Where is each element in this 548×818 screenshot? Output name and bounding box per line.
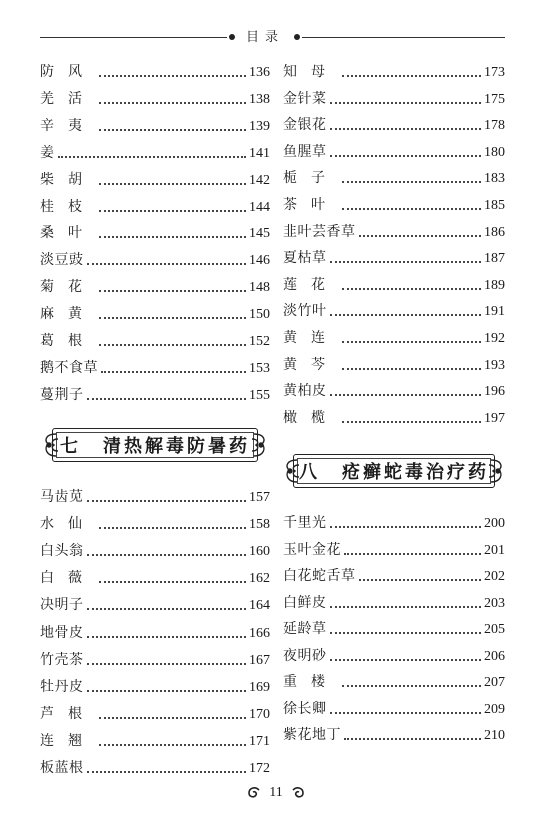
- dot-leader: [87, 636, 247, 638]
- dot-leader: [342, 685, 481, 687]
- entry-title: 柴胡: [40, 171, 96, 188]
- section-title: 清热解毒防暑药: [103, 436, 250, 457]
- entry-title: 桂枝: [40, 198, 96, 215]
- entry-title: 韭叶芸香草: [283, 223, 356, 240]
- toc-entry[interactable]: [40, 757, 270, 777]
- dot-leader: [342, 288, 481, 290]
- dot-leader: [87, 690, 247, 692]
- toc-entry[interactable]: [40, 676, 270, 696]
- entry-page-number: 158: [249, 517, 270, 533]
- entry-page-number: 209: [484, 701, 505, 717]
- entry-page-number: 178: [484, 118, 505, 134]
- toc-entry[interactable]: [283, 300, 505, 320]
- dot-leader: [342, 421, 481, 423]
- entry-page-number: 150: [249, 307, 270, 323]
- entry-title: 橄榄: [283, 409, 339, 426]
- toc-entry[interactable]: [40, 249, 270, 269]
- entry-page-number: 138: [249, 91, 270, 107]
- page-number: 11: [269, 785, 283, 800]
- entry-page-number: 167: [249, 652, 270, 668]
- entry-title: 姜: [40, 144, 55, 161]
- dot-leader: [99, 183, 246, 185]
- entry-title: 白头翁: [40, 543, 84, 560]
- entry-page-number: 162: [249, 571, 270, 587]
- entry-title: 防风: [40, 64, 96, 80]
- dot-leader: [330, 526, 482, 528]
- toc-entry[interactable]: [40, 384, 270, 404]
- dot-leader: [87, 263, 247, 265]
- entry-title: 麻黄: [40, 306, 96, 323]
- entry-page-number: 172: [249, 761, 270, 776]
- toc-entry[interactable]: [283, 274, 505, 294]
- entry-title: 水仙: [40, 516, 96, 533]
- dot-leader: [99, 344, 246, 346]
- entry-page-number: 185: [484, 198, 505, 213]
- toc-entry[interactable]: [283, 167, 505, 187]
- entry-title: 紫花地丁: [283, 727, 341, 743]
- entry-page-number: 141: [249, 145, 270, 161]
- entry-title: 白花蛇舌草: [283, 568, 356, 584]
- toc-entry[interactable]: [283, 88, 505, 108]
- toc-entry[interactable]: [40, 594, 270, 614]
- dot-leader: [342, 75, 481, 77]
- toc-entry[interactable]: [283, 327, 505, 347]
- entry-page-number: 202: [484, 569, 505, 584]
- entry-page-number: 200: [484, 516, 505, 531]
- left-scroll-ornament-icon: [248, 787, 261, 799]
- entry-title: 马齿苋: [40, 489, 84, 505]
- toc-entry[interactable]: [40, 357, 270, 377]
- entry-page-number: 207: [484, 675, 505, 690]
- dot-leader: [330, 712, 482, 714]
- entry-page-number: 192: [484, 331, 505, 346]
- dot-leader: [99, 581, 246, 583]
- dot-leader: [342, 368, 481, 370]
- toc-entry[interactable]: [283, 354, 505, 374]
- entry-page-number: 153: [249, 360, 270, 376]
- toc-entry[interactable]: [283, 194, 505, 214]
- toc-entry[interactable]: [40, 486, 270, 506]
- entry-title: 白薇: [40, 570, 96, 587]
- entry-page-number: 170: [249, 706, 270, 722]
- toc-entry[interactable]: [283, 724, 505, 744]
- toc-entry[interactable]: [40, 540, 270, 560]
- section-heading: [42, 428, 268, 462]
- toc-entry[interactable]: [283, 114, 505, 134]
- toc-entry[interactable]: [40, 222, 270, 242]
- toc-entry[interactable]: [40, 622, 270, 642]
- toc-entry[interactable]: [283, 380, 505, 400]
- dot-leader: [359, 235, 482, 237]
- dot-leader: [99, 236, 246, 238]
- toc-entry[interactable]: [40, 276, 270, 296]
- toc-entry[interactable]: [283, 539, 505, 559]
- dot-leader: [330, 261, 482, 263]
- entry-page-number: 173: [484, 65, 505, 80]
- dot-leader: [330, 632, 482, 634]
- entry-page-number: 191: [484, 304, 505, 320]
- entry-page-number: 193: [484, 357, 505, 373]
- dot-leader: [58, 156, 247, 158]
- entry-page-number: 180: [484, 144, 505, 160]
- dot-leader: [330, 606, 482, 608]
- toc-entry[interactable]: [40, 303, 270, 323]
- toc-entry[interactable]: [283, 592, 505, 612]
- entry-title: 玉叶金花: [283, 541, 341, 558]
- dot-leader: [101, 371, 246, 373]
- entry-title: 黄柏皮: [283, 383, 327, 400]
- entry-title: 桑叶: [40, 225, 96, 242]
- toc-entry[interactable]: [40, 61, 270, 81]
- dot-leader: [344, 738, 481, 740]
- entry-page-number: 189: [484, 277, 505, 293]
- entry-title: 淡竹叶: [283, 303, 327, 320]
- dot-leader: [87, 398, 247, 400]
- dot-leader: [87, 554, 247, 556]
- entry-title: 竹壳茶: [40, 651, 84, 668]
- entry-title: 千里光: [283, 515, 327, 531]
- dot-leader: [99, 75, 246, 77]
- entry-title: 莲花: [283, 276, 339, 293]
- dot-leader: [330, 314, 482, 316]
- dot-leader: [359, 579, 482, 581]
- entry-page-number: 148: [249, 280, 270, 296]
- section-title-group: [60, 432, 250, 458]
- entry-page-number: 203: [484, 595, 505, 611]
- dot-leader: [99, 527, 246, 529]
- section-number: 八: [299, 462, 320, 483]
- dot-leader: [344, 553, 481, 555]
- toc-entry[interactable]: [40, 330, 270, 350]
- dot-leader: [87, 663, 247, 665]
- dot-leader: [87, 608, 247, 610]
- dot-leader: [99, 317, 246, 319]
- toc-entry[interactable]: [283, 565, 505, 585]
- entry-page-number: 197: [484, 410, 505, 426]
- entry-title: 菊花: [40, 279, 96, 296]
- toc-entry[interactable]: [40, 567, 270, 587]
- entry-page-number: 139: [249, 118, 270, 134]
- toc-entry[interactable]: [283, 247, 505, 267]
- entry-page-number: 164: [249, 598, 270, 614]
- entry-page-number: 166: [249, 625, 270, 641]
- dot-leader: [330, 102, 482, 104]
- entry-page-number: 201: [484, 542, 505, 558]
- entry-title: 黄连: [283, 330, 339, 346]
- entry-title: 金银花: [283, 117, 327, 134]
- entry-title: 黄芩: [283, 356, 339, 373]
- entry-page-number: 175: [484, 91, 505, 107]
- toc-entry[interactable]: [283, 512, 505, 532]
- toc-entry[interactable]: [283, 61, 505, 81]
- dot-leader: [330, 659, 482, 661]
- entry-title: 夏枯草: [283, 250, 327, 267]
- dot-leader: [87, 771, 247, 773]
- toc-entry[interactable]: [40, 513, 270, 533]
- entry-page-number: 210: [484, 728, 505, 743]
- toc-entry[interactable]: [283, 698, 505, 718]
- dot-leader: [99, 210, 246, 212]
- entry-page-number: 157: [249, 490, 270, 505]
- entry-title: 地骨皮: [40, 624, 84, 641]
- toc-entry[interactable]: [40, 730, 270, 750]
- dot-leader: [99, 744, 246, 746]
- toc-entry[interactable]: [40, 115, 270, 135]
- entry-title: 夜明砂: [283, 647, 327, 664]
- dot-leader: [99, 717, 246, 719]
- dot-leader: [330, 128, 482, 130]
- section-title-group: [299, 458, 489, 484]
- toc-entry[interactable]: [283, 407, 505, 427]
- entry-page-number: 152: [249, 334, 270, 349]
- entry-page-number: 183: [484, 171, 505, 187]
- entry-page-number: 142: [249, 172, 270, 188]
- entry-title: 延龄草: [283, 621, 327, 637]
- entry-title: 芦根: [40, 705, 96, 722]
- toc-entry[interactable]: [40, 169, 270, 189]
- toc-entry[interactable]: [283, 645, 505, 665]
- entry-title: 栀子: [283, 170, 339, 187]
- entry-title: 辛夷: [40, 117, 96, 134]
- section-title: 疮癣蛇毒治疗药: [342, 462, 489, 483]
- entry-title: 白鲜皮: [283, 594, 327, 611]
- page-footer: [243, 784, 309, 802]
- entry-page-number: 144: [249, 199, 270, 215]
- entry-page-number: 186: [484, 224, 505, 240]
- entry-title: 牡丹皮: [40, 678, 84, 695]
- entry-title: 鱼腥草: [283, 143, 327, 160]
- entry-page-number: 155: [249, 387, 270, 403]
- entry-page-number: 136: [249, 65, 270, 80]
- entry-title: 淡豆豉: [40, 252, 84, 269]
- entry-page-number: 171: [249, 733, 270, 749]
- dot-leader: [342, 208, 481, 210]
- dot-leader: [330, 394, 482, 396]
- header-title: 目录: [245, 30, 284, 45]
- entry-title: 板蓝根: [40, 760, 84, 776]
- entry-page-number: 146: [249, 253, 270, 269]
- toc-entry[interactable]: [283, 141, 505, 161]
- entry-title: 茶叶: [283, 197, 339, 213]
- entry-page-number: 196: [484, 384, 505, 400]
- left-column: [40, 0, 270, 818]
- entry-page-number: 205: [484, 622, 505, 637]
- section-heading: [283, 454, 505, 488]
- section-number: 七: [60, 436, 81, 457]
- dot-leader: [342, 181, 481, 183]
- right-scroll-ornament-icon: [291, 787, 304, 799]
- toc-entry[interactable]: [283, 221, 505, 241]
- entry-title: 蔓荆子: [40, 386, 84, 403]
- entry-page-number: 160: [249, 544, 270, 560]
- entry-title: 连翘: [40, 732, 96, 749]
- entry-title: 金针菜: [283, 90, 327, 107]
- entry-page-number: 206: [484, 648, 505, 664]
- toc-entry[interactable]: [40, 703, 270, 723]
- dot-leader: [99, 129, 246, 131]
- entry-title: 鹅不食草: [40, 359, 98, 376]
- toc-entry[interactable]: [40, 142, 270, 162]
- entry-title: 重楼: [283, 674, 339, 690]
- entry-title: 羌活: [40, 90, 96, 107]
- dot-leader: [99, 102, 246, 104]
- toc-entry[interactable]: [40, 649, 270, 669]
- toc-entry[interactable]: [283, 618, 505, 638]
- toc-entry[interactable]: [283, 671, 505, 691]
- dot-leader: [99, 290, 246, 292]
- dot-leader: [342, 341, 481, 343]
- right-column: [283, 0, 505, 818]
- entry-page-number: 169: [249, 679, 270, 695]
- entry-page-number: 187: [484, 251, 505, 267]
- entry-title: 决明子: [40, 597, 84, 614]
- dot-leader: [330, 155, 482, 157]
- entry-title: 徐长卿: [283, 700, 327, 717]
- dot-leader: [87, 500, 247, 502]
- entry-title: 知母: [283, 64, 339, 80]
- toc-entry[interactable]: [40, 196, 270, 216]
- toc-entry[interactable]: [40, 88, 270, 108]
- entry-title: 葛根: [40, 333, 96, 349]
- entry-page-number: 145: [249, 226, 270, 242]
